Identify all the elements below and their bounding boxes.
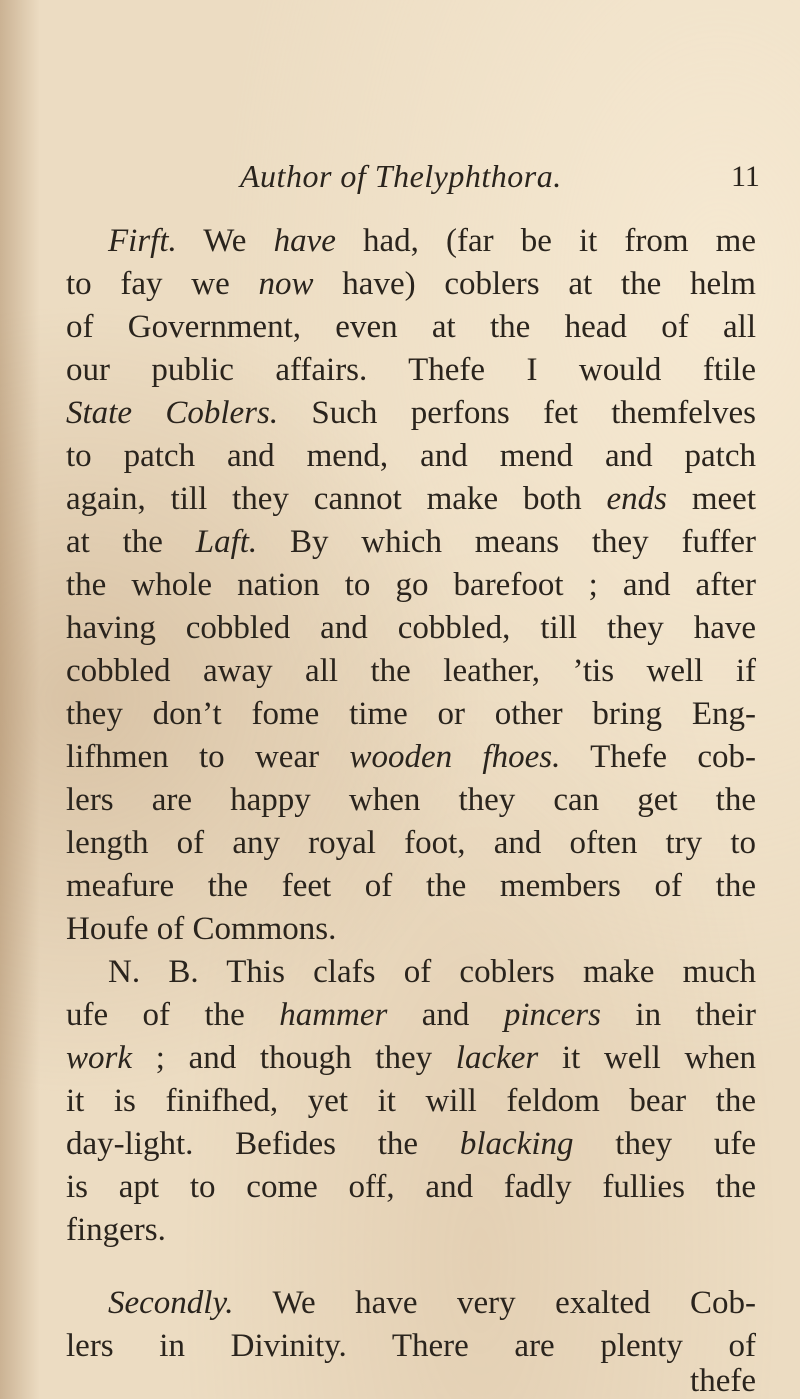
text-segment: Laft. xyxy=(195,524,258,560)
text-segment: ufe of the xyxy=(66,997,280,1033)
text-segment: having cobbled and cobbled, till they have xyxy=(66,610,756,646)
text-segment: they don’t fome time or other bring Eng- xyxy=(66,696,756,732)
text-line xyxy=(66,781,756,819)
text-line xyxy=(66,1039,756,1077)
text-segment: it well when xyxy=(538,1040,756,1076)
text-segment: lifhmen to wear xyxy=(66,739,350,775)
text-line xyxy=(66,351,756,389)
text-line xyxy=(66,265,756,303)
text-segment: to fay we xyxy=(66,266,259,302)
text-line xyxy=(66,1125,756,1163)
text-segment: Such perfons fet themfelves xyxy=(278,395,756,431)
text-segment: pincers xyxy=(503,997,601,1033)
text-line xyxy=(66,695,756,733)
text-line xyxy=(108,1284,756,1322)
text-segment: ends xyxy=(606,481,667,517)
text-line xyxy=(66,394,756,432)
text-segment: have) coblers at the helm xyxy=(313,266,756,302)
text-segment: the whole nation to go barefoot ; and after xyxy=(66,567,756,603)
text-line xyxy=(66,523,756,561)
text-segment: blacking xyxy=(459,1126,574,1162)
text-segment: Firft. xyxy=(108,223,177,259)
text-segment: had, (far be it from me xyxy=(335,223,756,259)
text-line xyxy=(66,437,756,475)
text-segment: thefe xyxy=(690,1363,756,1399)
text-segment: our public affairs. Thefe I would ftile xyxy=(66,352,756,388)
text-line xyxy=(66,867,756,905)
text-segment: State Coblers. xyxy=(66,395,279,431)
text-line xyxy=(66,609,756,647)
text-line xyxy=(66,910,756,948)
text-segment: to patch and mend, and mend and patch xyxy=(66,438,756,474)
text-segment: Thefe cob- xyxy=(560,739,756,775)
text-segment: day-light. Befides the xyxy=(66,1126,460,1162)
text-segment: at the xyxy=(66,524,196,560)
text-line xyxy=(108,953,756,991)
text-line xyxy=(66,1211,756,1249)
text-line xyxy=(66,652,756,690)
text-segment: hammer xyxy=(279,997,388,1033)
text-segment: work xyxy=(66,1040,132,1076)
text-line xyxy=(66,566,756,604)
text-segment: again, till they cannot make both xyxy=(66,481,607,517)
text-line xyxy=(66,1327,756,1365)
text-line xyxy=(66,1082,756,1120)
text-segment: now xyxy=(258,266,314,302)
text-line xyxy=(66,1168,756,1206)
text-line xyxy=(66,480,756,518)
text-segment: lacker xyxy=(455,1040,539,1076)
text-line xyxy=(66,308,756,346)
text-segment: length of any royal foot, and often try to xyxy=(66,825,756,861)
text-segment: meet xyxy=(667,481,756,517)
text-segment: Secondly. xyxy=(108,1285,234,1321)
catchword xyxy=(66,1362,756,1399)
text-segment: By which means they fuffer xyxy=(257,524,756,560)
text-line xyxy=(66,996,756,1034)
page-gutter-shadow xyxy=(0,0,40,1399)
text-line xyxy=(66,824,756,862)
text-segment: of Government, even at the head of all xyxy=(66,309,756,345)
text-segment: they ufe xyxy=(573,1126,757,1162)
text-segment: ; and though they xyxy=(132,1040,456,1076)
text-segment: N. B. This clafs of coblers make much xyxy=(108,954,756,990)
text-segment: it is finifhed, yet it will feldom bear the xyxy=(66,1083,756,1119)
text-line xyxy=(66,738,756,776)
text-segment: is apt to come off, and fadly fullies the xyxy=(66,1169,756,1205)
text-line xyxy=(108,222,756,260)
text-segment: in their xyxy=(601,997,756,1033)
text-segment: meafure the feet of the members of the xyxy=(66,868,756,904)
text-segment: cobbled away all the leather, ’tis well if xyxy=(66,653,756,689)
text-segment: We xyxy=(176,223,274,259)
text-segment: and xyxy=(387,997,504,1033)
text-segment: lers are happy when they can get the xyxy=(66,782,756,818)
text-segment: We have very exalted Cob- xyxy=(233,1285,756,1321)
text-segment: wooden fhoes. xyxy=(349,739,561,775)
text-segment: fingers. xyxy=(66,1212,166,1248)
text-segment: Houfe of Commons. xyxy=(66,911,337,947)
running-head: Author of Thelyphthora. xyxy=(240,158,562,194)
page-number: 11 xyxy=(731,160,760,193)
text-segment: have xyxy=(273,223,336,259)
text-segment: lers in Divinity. There are plenty of xyxy=(66,1328,756,1364)
